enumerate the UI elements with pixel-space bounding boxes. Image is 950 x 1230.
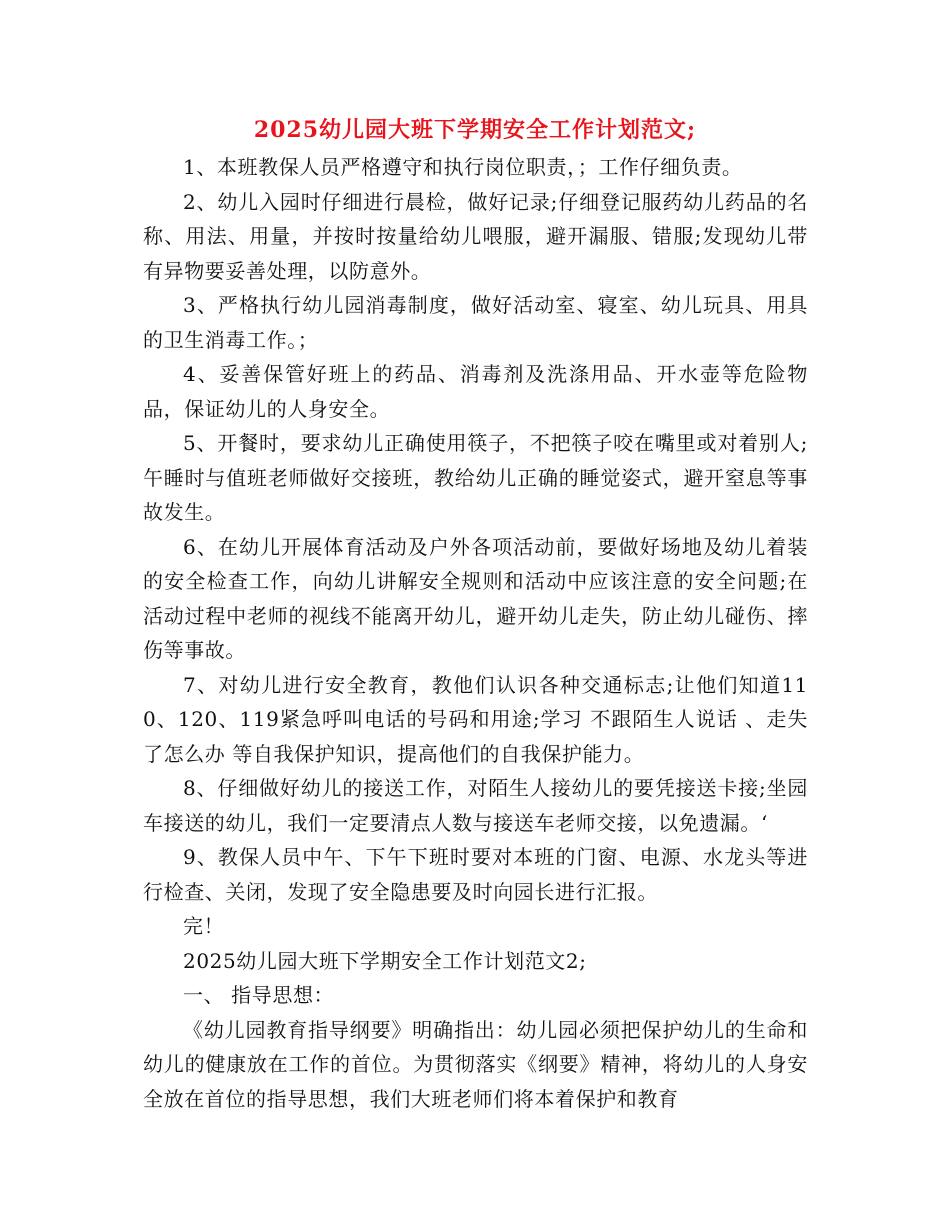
paragraph-8: 8、仔细做好幼儿的接送工作，对陌生人接幼儿的要凭接送卡接;坐园车接送的幼儿，我们一定要清点人数与接送车老师交接，以免遗漏。‘ [143, 776, 808, 835]
paragraph-2: 2、幼儿入园时仔细进行晨检，做好记录;仔细登记服药幼儿药品的名称、用法、用量，并按时按量给幼儿喂服，避开漏服、错服;发现幼儿带有异物要妥善处理，以防意外。 [143, 189, 808, 283]
document-title: 2025幼儿园大班下学期安全工作计划范文; [253, 117, 697, 143]
paragraph-6: 6、在幼儿开展体育活动及户外各项活动前，要做好场地及幼儿着装的安全检查工作，向幼儿讲解安全规则和活动中应该注意的安全问题;在活动过程中老师的视线不能离开幼儿，避开幼儿走失，防止幼儿碰伤、摔伤等事故。 [143, 534, 808, 662]
document-body [143, 150, 808, 1116]
paragraph-5: 5、开餐时，要求幼儿正确使用筷子，不把筷子咬在嘴里或对着别人;午睡时与值班老师做好交接班，教给幼儿正确的睡觉姿式，避开窒息等事故发生。 [143, 431, 808, 524]
paragraph-1: 1、本班教保人员严格遵守和执行岗位职责，；工作仔细负责。 [183, 155, 743, 179]
paragraph-guidance: 《幼儿园教育指导纲要》明确指出：幼儿园必须把保护幼儿的生命和幼儿的健康放在工作的首位。为贯彻落实《纲要》精神，将幼儿的人身安全放在首位的指导思想，我们大班老师们将本着保护和教育 [143, 1017, 808, 1111]
end-marker: 完！ [183, 914, 225, 938]
section-heading: 一、 指导思想： [183, 983, 335, 1007]
paragraph-9: 9、教保人员中午、下午下班时要对本班的门窗、电源、水龙头等进行检查、关闭，发现了安全隐患要及时向园长进行汇报。 [143, 845, 808, 904]
paragraph-7: 7、对幼儿进行安全教育，教他们认识各种交通标志;让他们知道110、120、119紧急呼叫电话的号码和用途;学习 不跟陌生人说话 、走失了怎么办 等自我保护知识，提高他们的自我保护能力。 [143, 672, 808, 766]
paragraph-3: 3、严格执行幼儿园消毒制度，做好活动室、寝室、幼儿玩具、用具的卫生消毒工作。； [143, 293, 808, 352]
second-section-title: 2025幼儿园大班下学期安全工作计划范文2; [183, 948, 587, 973]
paragraph-4: 4、妥善保管好班上的药品、消毒剂及洗涤用品、开水壶等危险物品，保证幼儿的人身安全。 [143, 362, 808, 421]
